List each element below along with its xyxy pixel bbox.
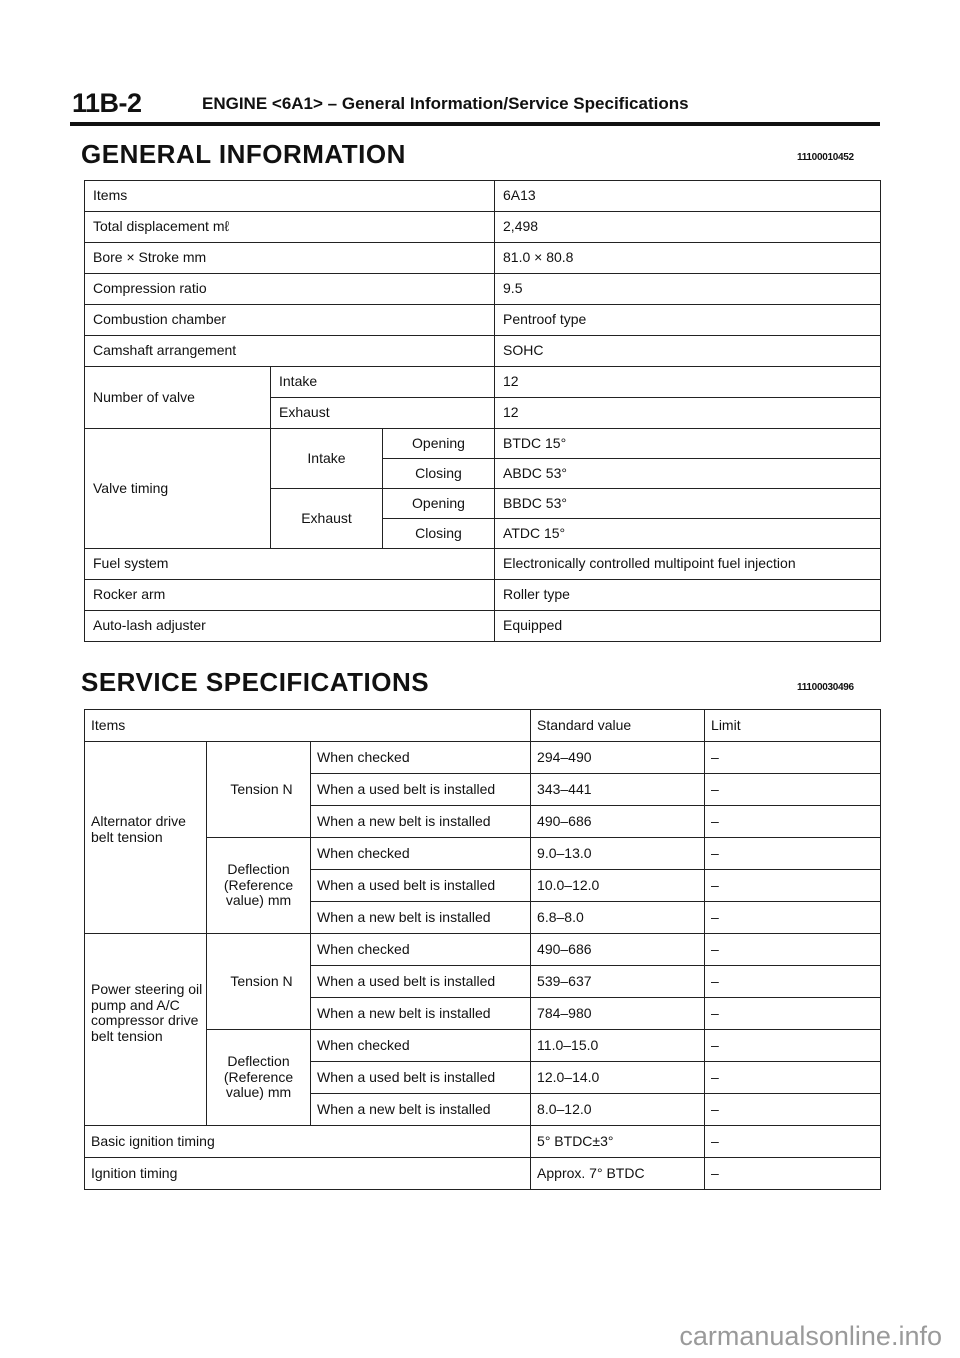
cell-label: Closing [383,519,495,549]
page-header [70,88,880,126]
cell-label: Opening [383,489,495,519]
cell-label: Deflection (Reference value) mm [207,838,311,934]
cell-value: 6.8–8.0 [531,902,705,934]
cell-label: Intake [271,429,383,489]
general-information-table [84,180,881,642]
cell-value: 12.0–14.0 [531,1062,705,1094]
cell-label: Valve timing [85,429,271,549]
page-number: 11B-2 [72,88,142,118]
cell-value: 6A13 [495,181,881,212]
cell-value: 12 [495,398,881,429]
cell-limit: – [705,1062,881,1094]
cell-value: Roller type [495,580,881,611]
table-row [85,742,881,774]
cell-value: BBDC 53° [495,489,881,519]
cell-limit: – [705,1158,881,1190]
cell-label: Alternator drive belt tension [85,742,207,934]
cell-label: Basic ignition timing [85,1126,531,1158]
cell-limit: – [705,998,881,1030]
cell-label: Camshaft arrangement [85,336,495,367]
cell-label: Fuel system [85,549,495,580]
cell-label: When a used belt is installed [311,966,531,998]
table-row [85,367,881,398]
cell-label: When a new belt is installed [311,1094,531,1126]
cell-value: 9.0–13.0 [531,838,705,870]
cell-label: Bore × Stroke mm [85,243,495,274]
general-information-title: GENERAL INFORMATION [81,139,406,169]
cell-label: Combustion chamber [85,305,495,336]
cell-value: Electronically controlled multipoint fuel injection [495,549,881,580]
cell-label: When a new belt is installed [311,902,531,934]
table-row [85,549,881,580]
cell-value: 294–490 [531,742,705,774]
table-row [85,274,881,305]
cell-label: When a used belt is installed [311,1062,531,1094]
cell-label: Compression ratio [85,274,495,305]
cell-limit: – [705,806,881,838]
cell-value: ATDC 15° [495,519,881,549]
cell-value: 12 [495,367,881,398]
cell-label: Tension N [207,934,311,1030]
cell-label: Ignition timing [85,1158,531,1190]
cell-limit: – [705,870,881,902]
table-row [85,429,881,459]
cell-label: When a new belt is installed [311,998,531,1030]
cell-value: 10.0–12.0 [531,870,705,902]
table-row [85,934,881,966]
cell-label: Rocker arm [85,580,495,611]
table-row [85,1126,881,1158]
table-row [85,336,881,367]
header-items: Items [85,710,531,742]
cell-limit: – [705,902,881,934]
cell-label: Closing [383,459,495,489]
header-title: ENGINE <6A1> – General Information/Service Specifications [202,94,689,113]
cell-label: When a new belt is installed [311,806,531,838]
cell-label: Items [85,181,495,212]
cell-value: 81.0 × 80.8 [495,243,881,274]
cell-value: BTDC 15° [495,429,881,459]
cell-value: 490–686 [531,806,705,838]
cell-value: 11.0–15.0 [531,1030,705,1062]
table-row [85,305,881,336]
cell-label: Intake [271,367,495,398]
cell-value: SOHC [495,336,881,367]
service-specifications-title: SERVICE SPECIFICATIONS [81,667,430,697]
table-row [85,1158,881,1190]
table-row [85,243,881,274]
cell-label: Power steering oil pump and A/C compressor drive belt tension [85,934,207,1126]
cell-limit: – [705,1030,881,1062]
cell-label: When checked [311,1030,531,1062]
cell-value: 539–637 [531,966,705,998]
cell-label: Exhaust [271,489,383,549]
general-information-code: 11100010452 [797,152,854,163]
cell-label: Deflection (Reference value) mm [207,1030,311,1126]
cell-value: 343–441 [531,774,705,806]
cell-value: ABDC 53° [495,459,881,489]
cell-label: When checked [311,838,531,870]
cell-value: 8.0–12.0 [531,1094,705,1126]
cell-limit: – [705,934,881,966]
cell-limit: – [705,838,881,870]
cell-value: 9.5 [495,274,881,305]
table-row [85,710,881,742]
cell-label: Auto-lash adjuster [85,611,495,642]
table-row [85,212,881,243]
cell-label: Exhaust [271,398,495,429]
cell-label: When a used belt is installed [311,774,531,806]
cell-limit: – [705,1094,881,1126]
table-row [85,611,881,642]
cell-value: 784–980 [531,998,705,1030]
table-row [85,580,881,611]
service-specifications-code: 11100030496 [797,682,854,693]
cell-value: Equipped [495,611,881,642]
header-standard-value: Standard value [531,710,705,742]
cell-value: 5° BTDC±3° [531,1126,705,1158]
cell-label: When checked [311,742,531,774]
cell-label: When checked [311,934,531,966]
header-limit: Limit [705,710,881,742]
cell-label: When a used belt is installed [311,870,531,902]
cell-label: Number of valve [85,367,271,429]
table-row [85,181,881,212]
cell-limit: – [705,774,881,806]
cell-value: Approx. 7° BTDC [531,1158,705,1190]
cell-limit: – [705,1126,881,1158]
cell-limit: – [705,742,881,774]
cell-label: Total displacement mℓ [85,212,495,243]
service-specifications-table [84,709,881,1190]
cell-value: 490–686 [531,934,705,966]
cell-limit: – [705,966,881,998]
watermark: carmanualsonline.info [679,1321,942,1351]
cell-value: Pentroof type [495,305,881,336]
cell-value: 2,498 [495,212,881,243]
cell-label: Opening [383,429,495,459]
cell-label: Tension N [207,742,311,838]
